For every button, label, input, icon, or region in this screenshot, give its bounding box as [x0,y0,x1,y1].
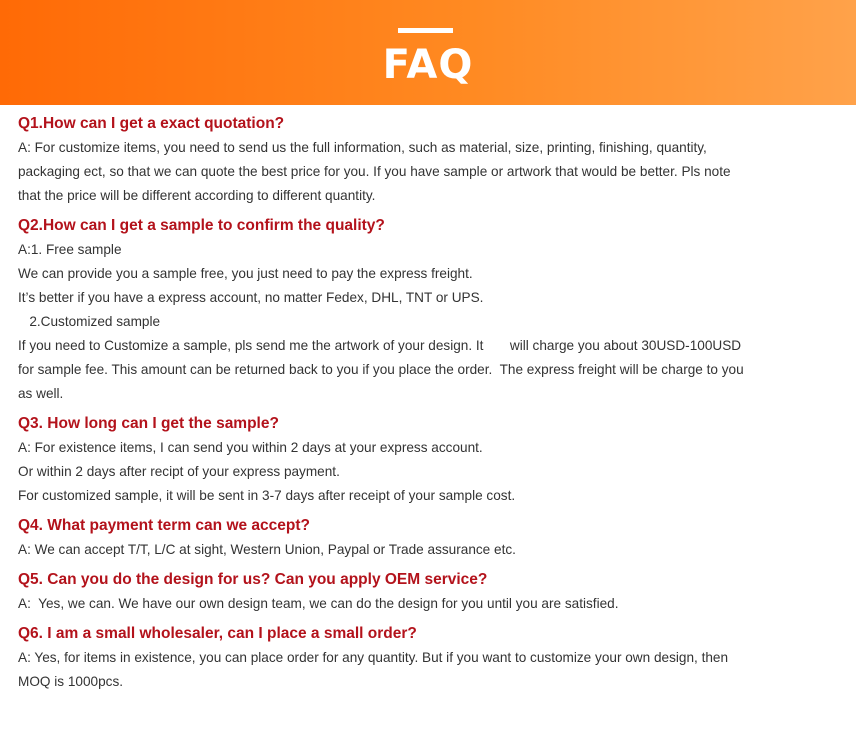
faq-question: Q1.How can I get a exact quotation? [18,115,285,132]
answer-line: A: For existence items, I can send you within 2 days at your express account. [18,440,483,455]
faq-item [18,412,838,508]
faq-item [18,568,838,616]
faq-item [18,214,838,406]
faq-list [18,112,838,700]
answer-line: that the price will be different according to different quantity. [18,188,376,203]
answer-line: packaging ect, so that we can quote the best price for you. If you have sample or artwork that would be better. Pls note [18,164,731,179]
answer-line: It’s better if you have a express account, no matter Fedex, DHL, TNT or UPS. [18,290,484,305]
faq-answer [18,136,838,208]
answer-line: for sample fee. This amount can be returned back to you if you place the order. The express freight will be charge to you [18,362,744,377]
faq-question: Q2.How can I get a sample to confirm the quality? [18,217,385,234]
faq-question: Q6. I am a small wholesaler, can I place a small order? [18,625,417,642]
faq-item [18,622,838,694]
answer-line: If you need to Customize a sample, pls send me the artwork of your design. It will charge you about 30USD-100USD [18,338,742,353]
faq-answer [18,538,838,562]
faq-answer [18,592,838,616]
faq-item [18,514,838,562]
answer-line: A: We can accept T/T, L/C at sight, Western Union, Paypal or Trade assurance etc. [18,542,516,557]
faq-question: Q3. How long can I get the sample? [18,415,279,432]
faq-question: Q4. What payment term can we accept? [18,517,311,534]
title-accent-bar [398,28,453,33]
answer-line: We can provide you a sample free, you just need to pay the express freight. [18,266,473,281]
answer-line: A: For customize items, you need to send us the full information, such as material, size, printing, finishing, quantity, [18,140,707,155]
faq-item [18,112,838,208]
answer-line: A:1. Free sample [18,242,122,257]
answer-line: A: Yes, we can. We have our own design team, we can do the design for you until you are satisfied. [18,596,619,611]
page-title: FAQ [382,42,474,88]
answer-line: 2.Customized sample [18,314,161,329]
answer-line: A: Yes, for items in existence, you can place order for any quantity. But if you want to customize your own design, then [18,650,729,665]
faq-banner [0,0,856,105]
answer-line: Or within 2 days after recipt of your express payment. [18,464,340,479]
answer-line: For customized sample, it will be sent in 3-7 days after receipt of your sample cost. [18,488,516,503]
faq-answer [18,238,838,406]
answer-line: MOQ is 1000pcs. [18,674,124,689]
faq-answer [18,646,838,694]
faq-question: Q5. Can you do the design for us? Can you apply OEM service? [18,571,488,588]
answer-line: as well. [18,386,64,401]
faq-answer [18,436,838,508]
